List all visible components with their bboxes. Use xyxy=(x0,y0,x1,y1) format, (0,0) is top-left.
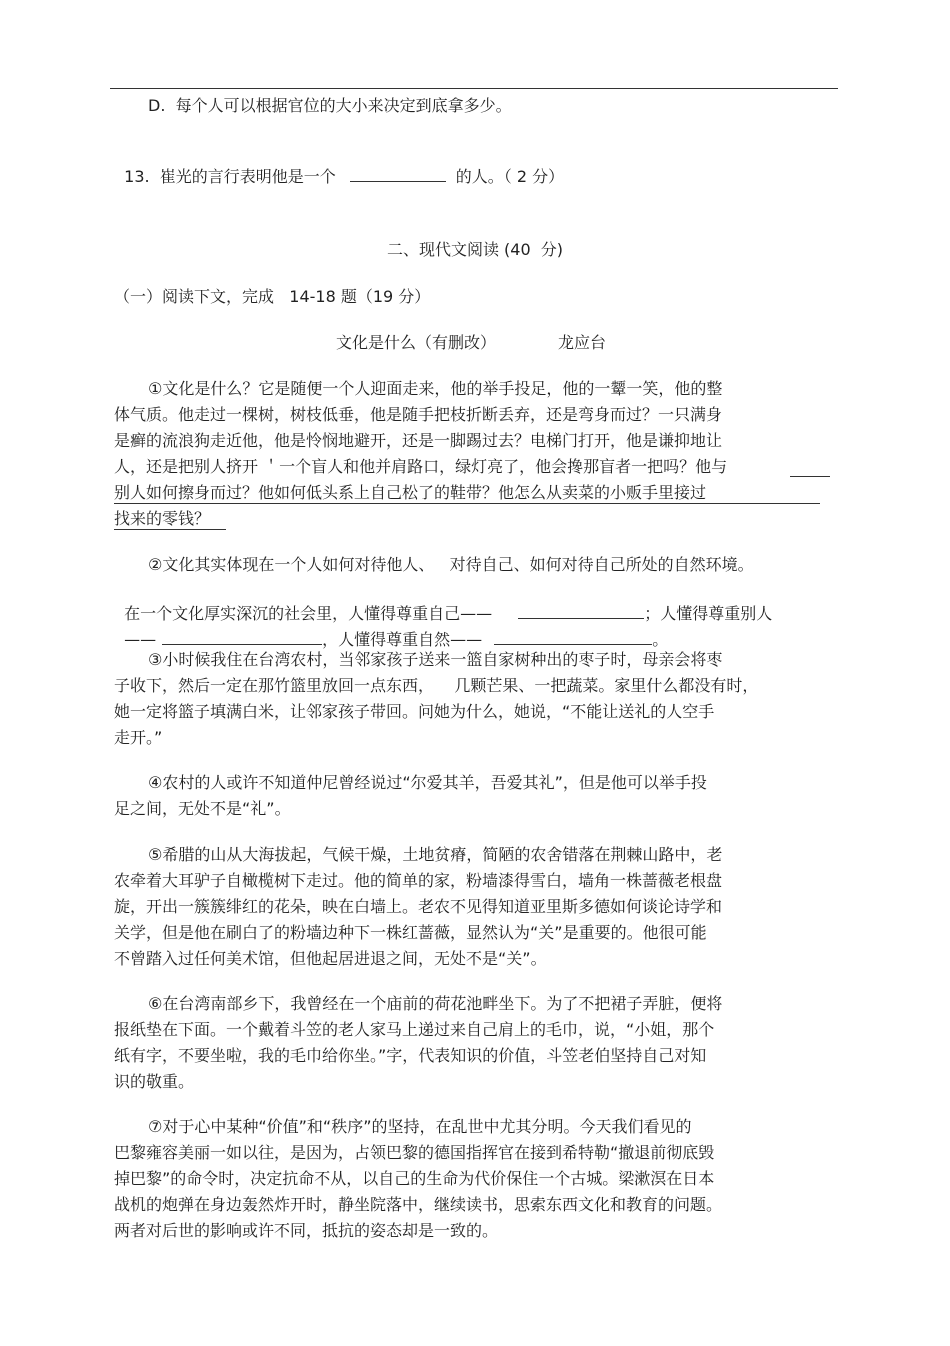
p7-line: 巴黎雍容美丽一如以往，是因为，占领巴黎的德国指挥官在接到希特勒“撤退前彻底毁 xyxy=(114,1143,715,1162)
p1-underline-tail xyxy=(790,457,830,477)
p2-text: 。 xyxy=(652,630,669,649)
q13-answer-blank[interactable] xyxy=(350,164,446,182)
p1-line: 找来的零钱？ xyxy=(114,509,226,530)
p3-line: ③小时候我住在台湾农村，当邻家孩子送来一篮自家树种出的枣子时，母亲会将枣 xyxy=(148,650,723,669)
p5-line: ⑤希腊的山从大海拔起，气候干燥，土地贫瘠，简陋的农舍错落在荆棘山路中，老 xyxy=(148,845,723,864)
p2-text: ，人懂得尊重自然—— xyxy=(322,630,483,649)
q13-question xyxy=(114,144,564,187)
article-author: 龙应台 xyxy=(558,333,607,352)
p5-line: 关学，但是他在刷白了的粉墙边种下一株红蔷薇，显然认为“关”是重要的。他很可能 xyxy=(114,923,707,942)
p6-line: 识的敬重。 xyxy=(114,1072,195,1091)
section-title: 二、现代文阅读 (40 分) xyxy=(386,240,564,259)
p3-line: 她一定将篮子填满白米，让邻家孩子带回。问她为什么，她说，“不能让送礼的人空手 xyxy=(114,702,715,721)
p1-line: ①文化是什么？它是随便一个人迎面走来，他的举手投足，他的一颦一笑，他的整 xyxy=(148,379,723,398)
p7-line: ⑦对于心中某种“价值”和“秩序”的坚持，在乱世中尤其分明。今天我们看见的 xyxy=(148,1117,692,1136)
p7-line: 掉巴黎”的命令时，决定抗命不从，以自己的生命为代价保住一个古城。梁漱溟在日本 xyxy=(114,1169,715,1188)
p6-line: 纸有字，不要坐啦，我的毛巾给你坐。”字，代表知识的价值，斗笠老伯坚持自己对知 xyxy=(114,1046,707,1065)
p5-line: 农牵着大耳驴子自橄榄树下走过。他的简单的家，粉墙漆得雪白，墙角一株蔷薇老根盘 xyxy=(114,871,723,890)
p1-line: 人，还是把别人挤开 ＇一个盲人和他并肩路口，绿灯亮了，他会搀那盲者一把吗？他与 xyxy=(114,457,728,476)
p3-line: 走开。” xyxy=(114,728,163,747)
p7-line: 战机的炮弹在身边轰然炸开时，静坐院落中，继续读书，思索东西文化和教育的问题。 xyxy=(114,1195,723,1214)
p5-line: 不曾踏入过任何美术馆，但他起居进退之间，无处不是“关”。 xyxy=(114,949,547,968)
top-rule xyxy=(110,88,838,89)
p1-line: 是癣的流浪狗走近他，他是怜悯地避开，还是一脚踢过去？电梯门打开，他是谦抑地让 xyxy=(114,431,723,450)
p3-line: 子收下，然后一定在那竹篮里放回一点东西， 几颗芒果、一把蔬菜。家里什么都没有时， xyxy=(114,676,759,695)
q12-option-d: D. 每个人可以根据官位的大小来决定到底拿多少。 xyxy=(148,96,512,115)
q13-prefix: 13. 崔光的言行表明他是一个 xyxy=(124,167,336,186)
p6-line: 报纸垫在下面。一个戴着斗笠的老人家马上递过来自己肩上的毛巾，说，“小姐，那个 xyxy=(114,1020,715,1039)
p2-text: —— xyxy=(124,630,157,649)
p7-line: 两者对后世的影响或许不同，抵抗的姿态却是一致的。 xyxy=(114,1221,499,1240)
p4-line: ④农村的人或许不知道仲尼曾经说过“尔爱其羊，吾爱其礼”，但是他可以举手投 xyxy=(148,773,707,792)
p1-line: 别人如何擦身而过？他如何低头系上自己松了的鞋带？他怎么从卖菜的小贩手里接过 xyxy=(114,483,820,504)
article-title: 文化是什么（有删改） xyxy=(336,333,497,352)
p5-line: 旋，开出一簇簇绯红的花朵，映在白墙上。老农不见得知道亚里斯多德如何谈论诗学和 xyxy=(114,897,723,916)
p2-line xyxy=(114,607,668,650)
p6-line: ⑥在台湾南部乡下，我曾经在一个庙前的荷花池畔坐下。为了不把裙子弄脏，便将 xyxy=(148,994,723,1013)
p2-text: ；人懂得尊重别人 xyxy=(644,604,773,623)
p4-line: 足之间，无处不是“礼”。 xyxy=(114,799,291,818)
subsection-instruction: （一）阅读下文，完成 14-18 题（19 分） xyxy=(114,287,431,306)
p2-line: ②文化其实体现在一个人如何对待他人、 对待自己、如何对待自己所处的自然环境。 xyxy=(148,555,754,574)
p2-answer-blank-2[interactable] xyxy=(162,627,322,645)
p2-answer-blank-3[interactable] xyxy=(494,627,652,645)
p1-line: 体气质。他走过一棵树，树枝低垂，他是随手把枝折断丢弃，还是弯身而过？一只满身 xyxy=(114,405,723,424)
p2-text: 在一个文化厚实深沉的社会里，人懂得尊重自己—— xyxy=(124,604,493,623)
q13-suffix: 的人。（ 2 分） xyxy=(455,167,565,186)
